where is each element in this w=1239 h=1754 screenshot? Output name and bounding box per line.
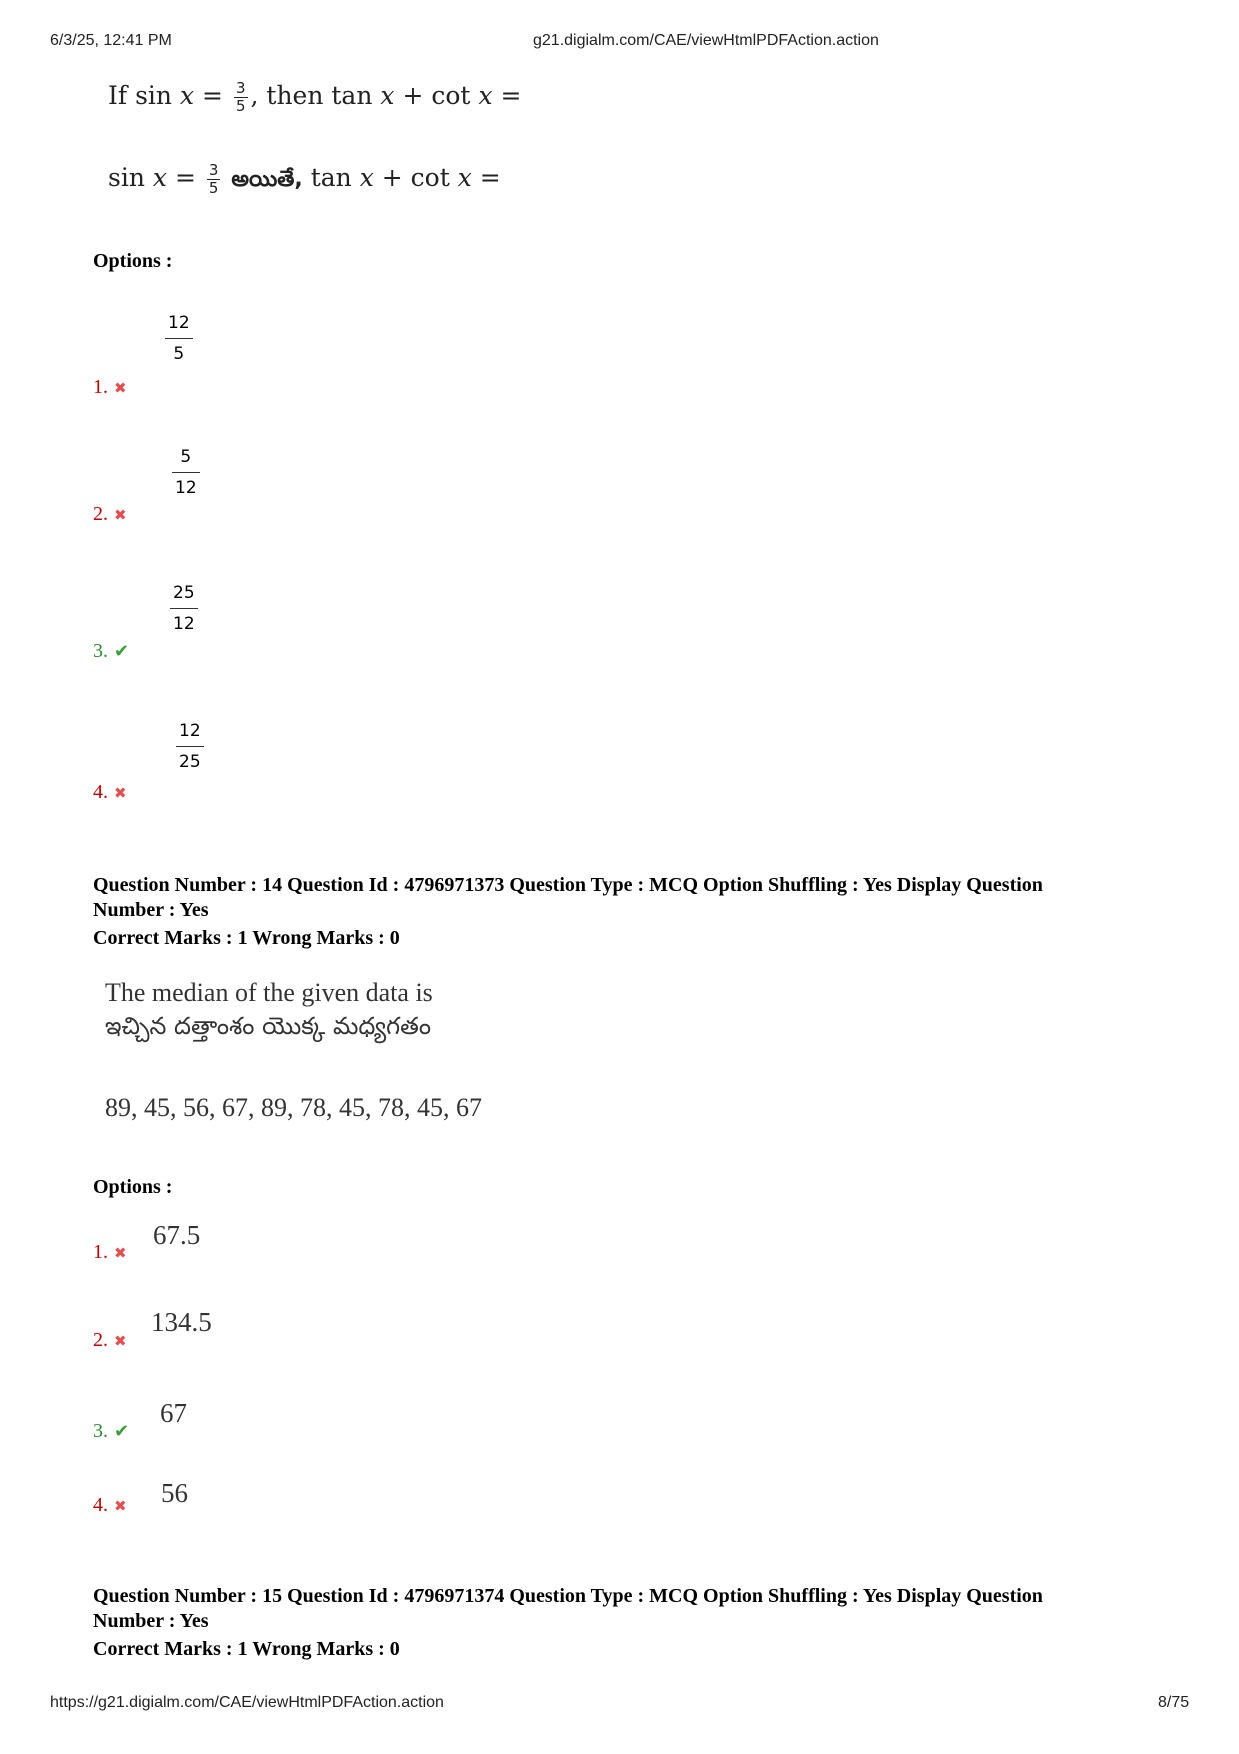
option-numerator: 12 [176, 720, 204, 747]
fraction-denominator: 5 [235, 97, 246, 115]
variable-x: x [457, 163, 472, 192]
cross-icon: ✖ [114, 1332, 127, 1350]
option-number-text: 1. [93, 376, 108, 398]
option-number-text: 1. [93, 1241, 108, 1263]
option-numerator: 12 [165, 312, 193, 339]
equals-sign: = [500, 81, 522, 110]
cross-icon: ✖ [114, 1244, 127, 1262]
options-label: Options : [93, 1176, 173, 1198]
cross-icon: ✖ [114, 506, 127, 524]
option-4-number [93, 1494, 127, 1517]
option-1-number [93, 1241, 127, 1264]
if-word: If [108, 81, 128, 110]
question-15-marks: Correct Marks : 1 Wrong Marks : 0 [93, 1638, 400, 1660]
cross-icon: ✖ [114, 784, 127, 802]
equals-sign: = [479, 163, 501, 192]
sin-text: sin [108, 163, 145, 192]
check-icon: ✔ [114, 1421, 130, 1442]
option-number-text: 3. [93, 1420, 108, 1442]
options-label: Options : [93, 250, 173, 272]
variable-x: x [179, 81, 195, 110]
option-3-fraction [170, 582, 198, 635]
variable-x: x [359, 163, 374, 192]
question-13-english [108, 80, 521, 115]
print-url: g21.digialm.com/CAE/viewHtmlPDFAction.action [533, 32, 879, 49]
question-14-marks: Correct Marks : 1 Wrong Marks : 0 [93, 927, 400, 949]
three-fifths-fraction [207, 162, 221, 197]
page-number: 8/75 [1158, 1694, 1190, 1711]
option-2-fraction [172, 446, 200, 499]
option-number-text: 2. [93, 1329, 108, 1351]
option-4-number [93, 781, 127, 804]
sin-text: sin [135, 81, 173, 110]
option-number-text: 3. [93, 640, 108, 662]
question-14-data: 89, 45, 56, 67, 89, 78, 45, 78, 45, 67 [105, 1093, 482, 1122]
option-2-value: 134.5 [151, 1307, 212, 1337]
question-15-meta [93, 1584, 1173, 1634]
fraction-numerator: 3 [235, 79, 246, 97]
option-4-fraction [176, 720, 204, 773]
variable-x: x [478, 81, 493, 110]
equals-sign: = [202, 81, 223, 110]
option-2-number [93, 1329, 127, 1352]
variable-x: x [152, 163, 167, 192]
question-14-text-telugu: ఇచ్చిన దత్తాంశం యొక్క మధ్యగతం [105, 1012, 432, 1040]
variable-x: x [380, 81, 395, 110]
telugu-if-word: అయితే, [231, 167, 303, 192]
option-4-value: 56 [161, 1478, 188, 1508]
fraction-numerator: 3 [208, 161, 219, 179]
tan-text: tan [331, 81, 373, 110]
then-word: , then [250, 81, 324, 110]
print-datetime: 6/3/25, 12:41 PM [50, 32, 172, 49]
check-icon: ✔ [114, 641, 130, 662]
option-1-value: 67.5 [153, 1220, 201, 1250]
option-numerator: 5 [172, 446, 200, 473]
cross-icon: ✖ [114, 1497, 127, 1515]
option-numerator: 25 [170, 582, 198, 609]
equals-sign: = [174, 163, 196, 192]
tan-text: tan [310, 163, 352, 192]
question-13-telugu [108, 162, 501, 197]
cot-text: cot [431, 81, 471, 110]
cross-icon: ✖ [114, 379, 127, 397]
fraction-denominator: 5 [208, 179, 219, 197]
option-3-number [93, 1420, 129, 1443]
option-number-text: 2. [93, 503, 108, 525]
question-meta-line: Question Number : 15 Question Id : 4796971374 Question Type : MCQ Option Shuffling : Yes Display Question [93, 1585, 1043, 1607]
footer-url: https://g21.digialm.com/CAE/viewHtmlPDFAction.action [50, 1694, 444, 1711]
option-number-text: 4. [93, 1494, 108, 1516]
option-denominator: 25 [179, 752, 201, 772]
option-1-fraction [165, 312, 193, 365]
option-3-number [93, 640, 129, 663]
question-14-meta [93, 873, 1173, 923]
option-3-value: 67 [160, 1398, 187, 1428]
option-2-number [93, 503, 127, 526]
question-14-text-english: The median of the given data is [105, 978, 433, 1007]
question-meta-line: Number : Yes [93, 899, 209, 921]
cot-text: cot [410, 163, 450, 192]
plus-sign: + [381, 163, 403, 192]
option-number-text: 4. [93, 781, 108, 803]
three-fifths-fraction [234, 80, 248, 115]
question-meta-line: Question Number : 14 Question Id : 4796971373 Question Type : MCQ Option Shuffling : Yes Display Question [93, 874, 1043, 896]
plus-sign: + [402, 81, 424, 110]
option-denominator: 12 [173, 614, 195, 634]
option-denominator: 5 [173, 344, 185, 364]
question-meta-line: Number : Yes [93, 1610, 209, 1632]
option-1-number [93, 376, 127, 399]
option-denominator: 12 [175, 478, 197, 498]
